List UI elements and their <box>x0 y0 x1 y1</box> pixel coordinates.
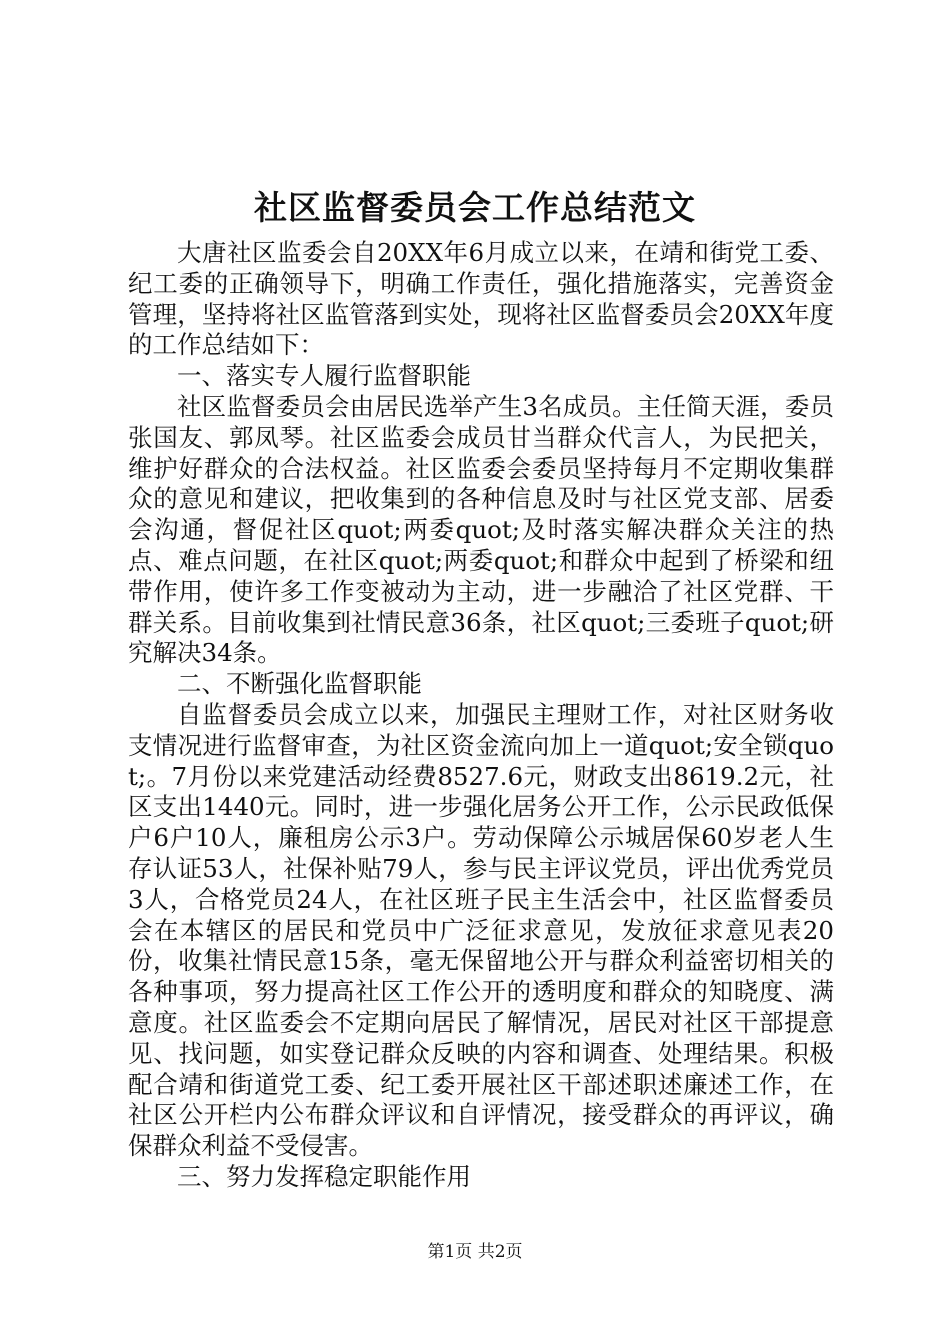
section-2-paragraph: 自监督委员会成立以来，加强民主理财工作，对社区财务收支情况进行监督审查，为社区资金流向加上一道quot;安全锁quot;。7月份以来党建活动经费8527.6元，财政支出8619.2元，社区支出1440元。同时，进一步强化居务公开工作，公示民政低保户6户10人，廉租房公示3户。劳动保障公示城居保60岁老人生存认证53人，社保补贴79人，参与民主评议党员，评出优秀党员3人，合格党员24人，在社区班子民主生活会中，社区监督委员会在本辖区的居民和党员中广泛征求意见，发放征求意见表20份，收集社情民意15条，毫无保留地公开与群众利益密切相关的各种事项，努力提高社区工作公开的透明度和群众的知晓度、满意度。社区监委会不定期向居民了解情况，居民对社区干部提意见、找问题，如实登记群众反映的内容和调查、处理结果。积极配合靖和街道党工委、纪工委开展社区干部述职述廉述工作，在社区公开栏内公布群众评议和自评情况，接受群众的再评议，确保群众利益不受侵害。 <box>128 699 834 1161</box>
intro-paragraph: 大唐社区监委会自20XX年6月成立以来，在靖和街党工委、纪工委的正确领导下，明确工作责任，强化措施落实，完善资金管理，坚持将社区监管落到实处，现将社区监督委员会20XX年度的工作总结如下： <box>128 238 834 360</box>
document-title: 社区监督委员会工作总结范文 <box>254 188 696 227</box>
section-1-paragraph: 社区监督委员会由居民选举产生3名成员。主任简天涯，委员张国友、郭凤琴。社区监委会成员甘当群众代言人，为民把关，维护好群众的合法权益。社区监委会委员坚持每月不定期收集群众的意见和建议，把收集到的各种信息及时与社区党支部、居委会沟通，督促社区quot;两委quot;及时落实解决群众关注的热点、难点问题，在社区quot;两委quot;和群众中起到了桥梁和纽带作用，使许多工作变被动为主动，进一步融洽了社区党群、干群关系。目前收集到社情民意36条，社区quot;三委班子quot;研究解决34条。 <box>128 391 834 668</box>
page-footer: 第1页 共2页 <box>427 1242 523 1262</box>
section-heading-1: 一、落实专人履行监督职能 <box>177 361 471 391</box>
document-body <box>128 238 834 1193</box>
section-heading-2: 二、不断强化监督职能 <box>177 669 422 699</box>
section-heading-3: 三、努力发挥稳定职能作用 <box>177 1161 471 1191</box>
